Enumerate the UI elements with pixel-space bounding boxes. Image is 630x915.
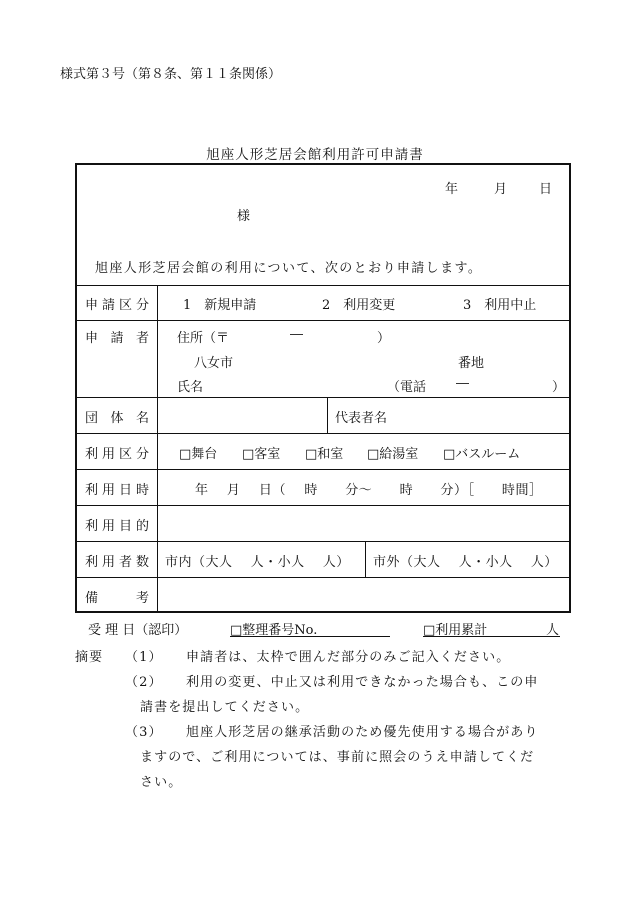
option-change[interactable]: 2 利用変更 <box>322 298 396 313</box>
group-divider <box>327 397 328 433</box>
cumulative-usage-label: □利用累計 <box>423 623 488 638</box>
postal-dash: ― <box>290 327 303 342</box>
row-divider <box>77 541 569 542</box>
label-applicant: 申請者 <box>85 331 149 346</box>
row-divider <box>77 433 569 434</box>
label-usage-type: 利用区分 <box>85 447 149 462</box>
reference-number-underline <box>230 636 390 637</box>
postal-close: ） <box>377 331 391 346</box>
reference-number-label: □整理番号No. <box>230 623 318 638</box>
note-3-line-3: さい。 <box>140 775 183 790</box>
users-divider <box>365 541 366 577</box>
address-label: 住所（〒 <box>177 331 230 346</box>
cumulative-people-unit: 人 <box>546 623 560 638</box>
row-divider <box>77 469 569 470</box>
date-year: 年 <box>445 182 459 197</box>
users-city-out: 市外（大人 人・小人 人） <box>373 555 558 570</box>
city-name: 八女市 <box>194 356 234 371</box>
usage-datetime-fields: 年 月 日（ 時 分～ 時 分）［ 時間］ <box>195 483 543 498</box>
phone-close: ） <box>552 380 566 395</box>
note-1-text: 申請者は、太枠で囲んだ部分のみご記入ください。 <box>186 650 511 665</box>
note-2-line-1: 利用の変更、中止又は利用できなかった場合も、この申 <box>186 675 539 690</box>
checkbox-bathroom[interactable]: □バスルーム <box>443 447 521 462</box>
note-3-line-1: 旭座人形芝居の継承活動のため優先使用する場合があり <box>186 725 539 740</box>
row-divider <box>77 505 569 506</box>
checkbox-stage[interactable]: □舞台 <box>179 447 218 462</box>
label-group: 団体名 <box>85 411 149 426</box>
label-purpose: 利用目的 <box>85 519 149 534</box>
checkbox-guest-room[interactable]: □客室 <box>242 447 281 462</box>
date-month: 月 <box>494 182 508 197</box>
notes-heading: 摘要 <box>75 650 104 665</box>
note-2-number: （2） <box>125 675 163 690</box>
reception-date-label: 受 理 日（認印） <box>88 623 188 638</box>
note-1-number: （1） <box>125 650 163 665</box>
addressee: 様 <box>237 209 251 224</box>
note-2-line-2: 請書を提出してください。 <box>140 700 310 715</box>
label-application-type: 申請区分 <box>85 298 149 313</box>
phone-label: （電話 <box>387 380 427 395</box>
label-column-divider <box>157 285 158 611</box>
intro-text: 旭座人形芝居会館の利用について、次のとおり申請します。 <box>95 261 483 276</box>
label-remarks: 備考 <box>85 591 149 606</box>
form-code: 様式第３号（第８条、第１１条関係） <box>60 67 282 82</box>
checkbox-japanese-room[interactable]: □和室 <box>305 447 344 462</box>
row-divider <box>77 397 569 398</box>
note-3-number: （3） <box>125 725 163 740</box>
banchi-label: 番地 <box>458 356 485 371</box>
date-day: 日 <box>539 182 553 197</box>
application-form-frame <box>75 163 571 613</box>
label-usage-datetime: 利用日時 <box>85 483 149 498</box>
note-3-line-2: ますので、ご利用については、事前に照会のうえ申請してくだ <box>140 750 535 765</box>
label-users: 利用者数 <box>85 555 149 570</box>
option-cancel[interactable]: 3 利用中止 <box>463 298 537 313</box>
row-divider <box>77 285 569 286</box>
checkbox-kitchenette[interactable]: □給湯室 <box>367 447 419 462</box>
name-label: 氏名 <box>177 380 204 395</box>
row-divider <box>77 320 569 321</box>
page-title: 旭座人形芝居会館利用許可申請書 <box>206 147 424 163</box>
cumulative-usage-underline <box>423 636 560 637</box>
row-divider <box>77 577 569 578</box>
users-city-in: 市内（大人 人・小人 人） <box>165 555 350 570</box>
option-new[interactable]: 1 新規申請 <box>183 298 257 313</box>
phone-dash: ― <box>456 376 469 391</box>
representative-label: 代表者名 <box>335 411 388 426</box>
